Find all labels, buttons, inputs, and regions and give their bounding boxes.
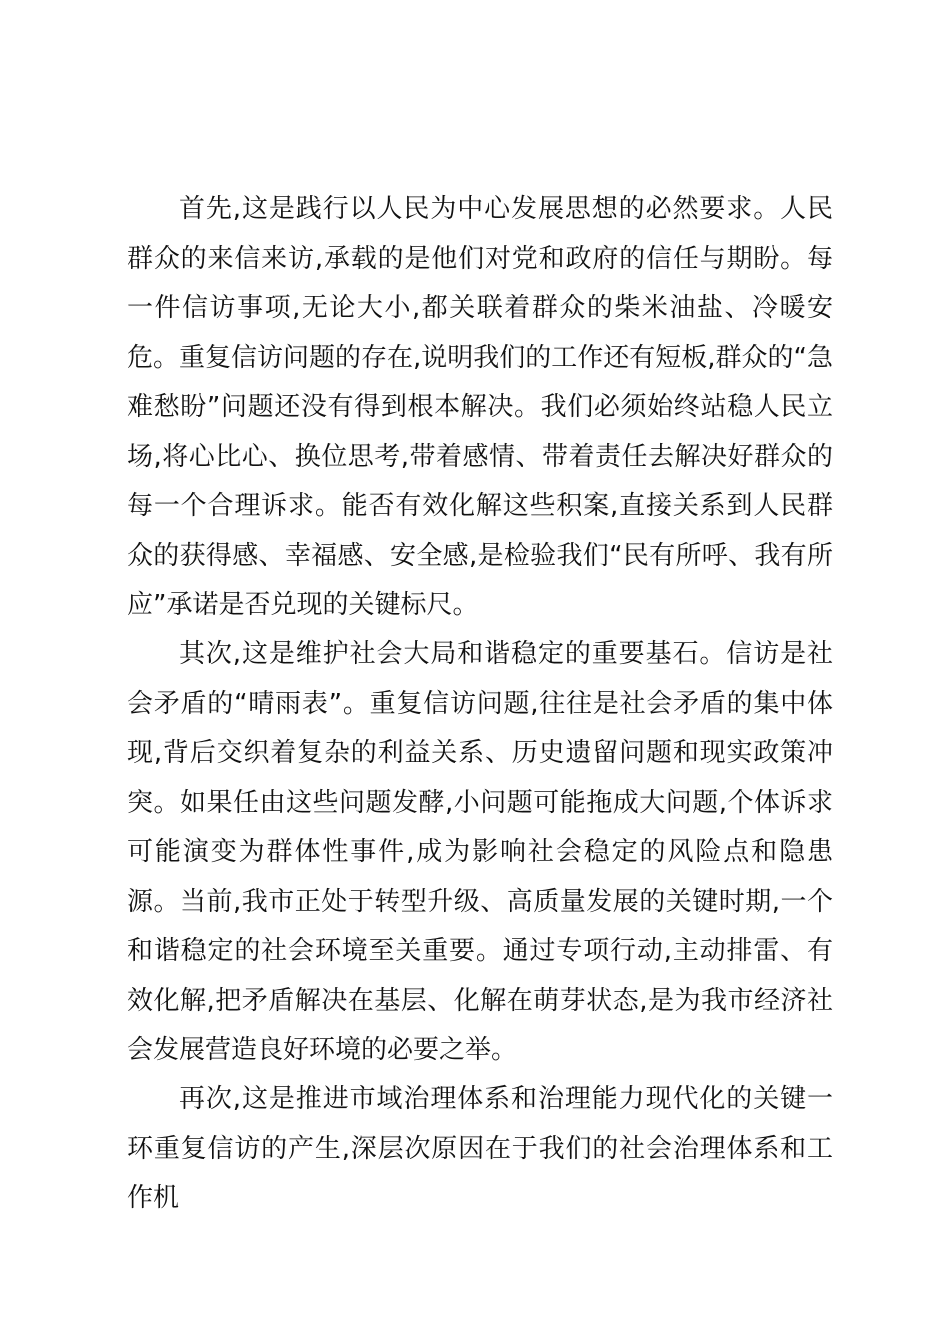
paragraph-second-reason: 其次,这是维护社会大局和谐稳定的重要基石。信访是社会矛盾的“晴雨表”。重复信访问题,往往是社会矛盾的集中体现,背后交织着复杂的利益关系、历史遗留问题和现实政策冲突。如果任由这些问题发酵,小问题可能拖成大问题,个体诉求可能演变为群体性事件,成为影响社会稳定的风险点和隐患源。当前,我市正处于转型升级、高质量发展的关键时期,一个和谐稳定的社会环境至关重要。通过专项行动,主动排雷、有效化解,把矛盾解决在基层、化解在萌芽状态,是为我市经济社会发展营造良好环境的必要之举。 (127, 639, 833, 1065)
paragraph-third-reason: 再次,这是推进市域治理体系和治理能力现代化的关键一环重复信访的产生,深层次原因在于我们的社会治理体系和工作机 (127, 1084, 833, 1213)
paragraph-first-reason: 首先,这是践行以人民为中心发展思想的必然要求。人民群众的来信来访,承载的是他们对党和政府的信任与期盼。每一件信访事项,无论大小,都关联着群众的柴米油盐、冷暖安危。重复信访问题的存在,说明我们的工作还有短板,群众的“急难愁盼”问题还没有得到根本解决。我们必须始终站稳人民立场,将心比心、换位思考,带着感情、带着责任去解决好群众的每一个合理诉求。能否有效化解这些积案,直接关系到人民群众的获得感、幸福感、安全感,是检验我们“民有所呼、我有所应”承诺是否兑现的关键标尺。 (127, 194, 833, 620)
